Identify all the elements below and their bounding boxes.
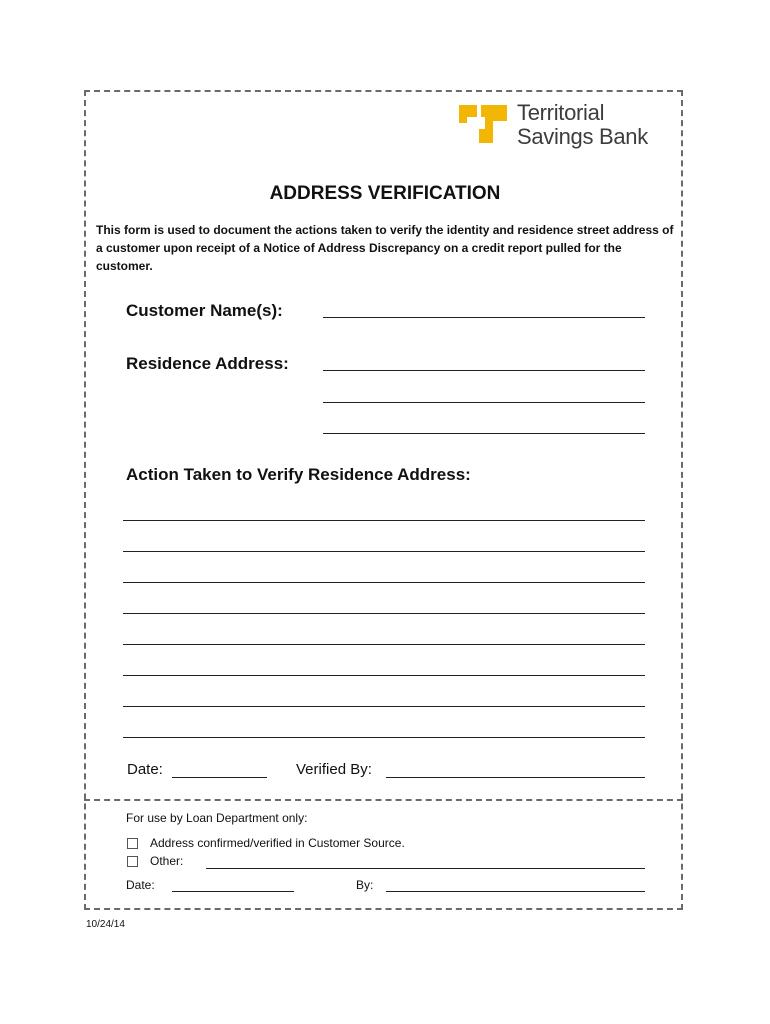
- verified-by-line[interactable]: [386, 777, 645, 778]
- customer-names-line[interactable]: [323, 317, 645, 318]
- action-taken-line-7[interactable]: [123, 706, 645, 707]
- action-taken-line-4[interactable]: [123, 613, 645, 614]
- action-taken-line-3[interactable]: [123, 582, 645, 583]
- loan-department-heading: For use by Loan Department only:: [126, 811, 308, 825]
- section-divider: [84, 799, 683, 801]
- address-confirmed-checkbox[interactable]: [127, 838, 138, 849]
- customer-names-label: Customer Name(s):: [126, 301, 283, 320]
- other-label: Other:: [150, 854, 184, 868]
- form-description: This form is used to document the actions taken to verify the identity and residence street address of a customer upon receipt of a Notice of Address Discrepancy on a credit report pulled for the customer.: [96, 223, 674, 273]
- bank-name-line2: Savings Bank: [517, 124, 648, 149]
- action-taken-line-8[interactable]: [123, 737, 645, 738]
- form-border: [84, 90, 683, 910]
- residence-address-label: Residence Address:: [126, 354, 289, 373]
- loan-date-label: Date:: [126, 878, 155, 892]
- action-taken-line-1[interactable]: [123, 520, 645, 521]
- other-line[interactable]: [206, 868, 645, 869]
- date-line[interactable]: [172, 777, 267, 778]
- action-taken-label: Action Taken to Verify Residence Address:: [126, 465, 471, 484]
- loan-date-line[interactable]: [172, 891, 294, 892]
- action-taken-line-2[interactable]: [123, 551, 645, 552]
- page-title: ADDRESS VERIFICATION: [269, 183, 501, 204]
- date-label: Date:: [127, 761, 163, 778]
- bank-logo-text: [517, 101, 648, 149]
- loan-by-label: By:: [356, 878, 374, 892]
- bank-logo-icon: [459, 103, 507, 147]
- verified-by-label: Verified By:: [296, 761, 372, 778]
- residence-address-line-3[interactable]: [323, 433, 645, 434]
- action-taken-line-5[interactable]: [123, 644, 645, 645]
- loan-by-line[interactable]: [386, 891, 645, 892]
- other-checkbox[interactable]: [127, 856, 138, 867]
- bank-name-line1: Territorial: [517, 100, 605, 125]
- residence-address-line-1[interactable]: [323, 370, 645, 371]
- revision-date: 10/24/14: [86, 919, 125, 930]
- action-taken-line-6[interactable]: [123, 675, 645, 676]
- residence-address-line-2[interactable]: [323, 402, 645, 403]
- address-confirmed-label: Address confirmed/verified in Customer Source.: [150, 836, 405, 850]
